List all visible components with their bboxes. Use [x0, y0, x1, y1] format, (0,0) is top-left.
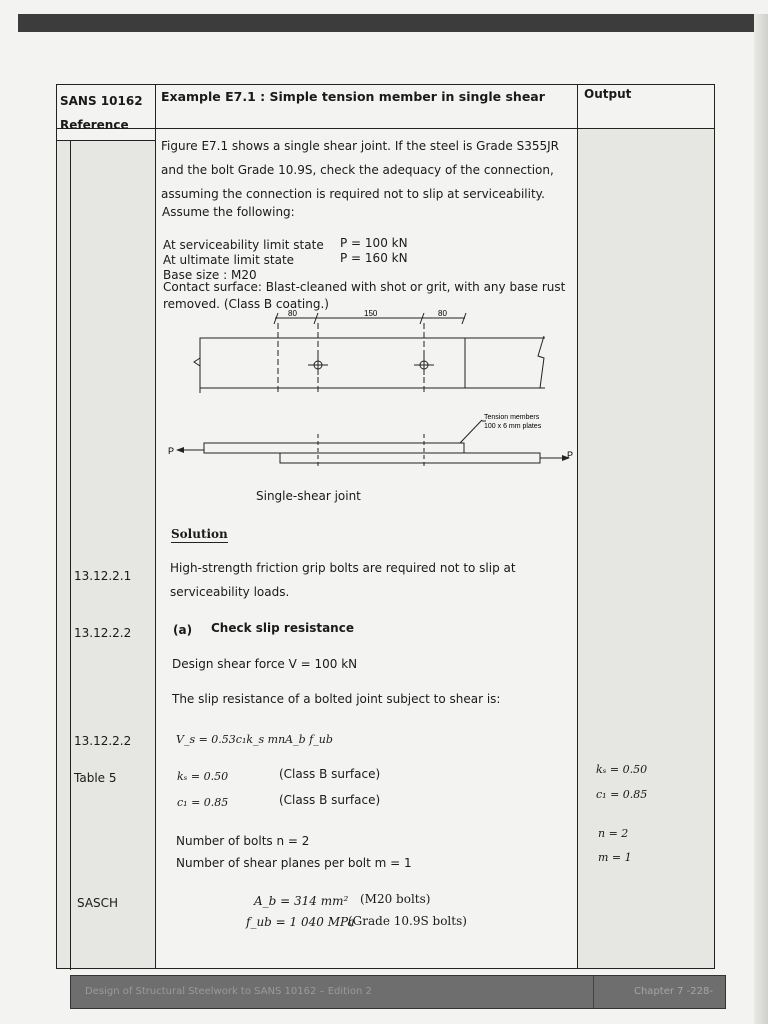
hsfg-statement: High-strength friction grip bolts are required not to slip at serviceability loads. [170, 561, 516, 599]
fub-value: f_ub = 1 040 MPa [246, 915, 355, 929]
sasch-ref: SASCH [77, 896, 119, 910]
scan-top-band [18, 14, 768, 32]
sls-value: P = 100 kN [340, 236, 408, 250]
slip-resistance-formula: V_s = 0.53c₁k_s mnA_b f_ub [176, 733, 333, 746]
contact-surface: Contact surface: Blast-cleaned with shot or grit, with any base rust [163, 280, 566, 294]
clause-ref-13-12-2-1: 13.12.2.1 [74, 569, 132, 583]
step-a-label: (a) [173, 623, 193, 637]
load-p-right: P [567, 450, 574, 460]
dim-pitch: 150 [364, 309, 378, 318]
tension-note-line1: Tension members [484, 414, 540, 421]
intro-paragraph: Figure E7.1 shows a single shear joint. If the steel is Grade S355JR and the bolt Grade 10.9S, check the adequacy of the connection, assuming the connection is required not to slip at serviceability. [161, 139, 559, 201]
solution-heading: Solution [171, 527, 228, 543]
page-footer [70, 975, 726, 1009]
ks-note: (Class B surface) [279, 767, 381, 781]
header-rule-left [56, 140, 156, 141]
table-inner-left-rule [70, 140, 71, 970]
ab-value: A_b = 314 mm² [254, 894, 349, 908]
load-p-left: P [168, 446, 175, 456]
header-rule [56, 128, 715, 129]
base-size: Base size : M20 [163, 268, 257, 282]
output-header: Output [584, 87, 632, 101]
clause-ref-13-12-2-2-formula: 13.12.2.2 [74, 734, 132, 748]
figure-caption: Single-shear joint [256, 489, 361, 503]
single-shear-joint-figure [160, 308, 576, 468]
step-a-title: Check slip resistance [211, 621, 354, 635]
design-shear-force: Design shear force V = 100 kN [172, 657, 358, 671]
output-m: m = 1 [598, 851, 632, 864]
ks-value: kₛ = 0.50 [177, 770, 229, 783]
uls-value: P = 160 kN [340, 251, 408, 265]
assume-line: Assume the following: [162, 205, 295, 219]
number-of-bolts: Number of bolts n = 2 [176, 834, 310, 848]
example-title: Example E7.1 : Simple tension member in single shear [161, 89, 545, 104]
table-5-ref: Table 5 [74, 771, 117, 785]
footer-book-title: Design of Structural Steelwork to SANS 10162 – Edition 2 [85, 986, 372, 997]
footer-page-number: Chapter 7 -228- [633, 986, 713, 997]
output-n: n = 2 [598, 827, 629, 840]
dim-edge-right: 80 [438, 309, 447, 318]
c1-value: c₁ = 0.85 [177, 796, 229, 809]
sls-label: At serviceability limit state [163, 238, 324, 252]
reference-header-line2: Reference [60, 118, 129, 132]
reference-column-rule [155, 84, 156, 969]
shear-planes: Number of shear planes per bolt m = 1 [176, 856, 412, 870]
contact-surface-cont: removed. (Class B coating.) [163, 297, 329, 311]
dim-edge-left: 80 [288, 309, 297, 318]
tension-note-line2: 100 x 6 mm plates [484, 423, 542, 430]
reference-header-line1: SANS 10162 [60, 94, 143, 108]
fub-note: (Grade 10.9S bolts) [348, 914, 467, 928]
output-ks: kₛ = 0.50 [596, 763, 648, 776]
uls-label: At ultimate limit state [163, 253, 295, 267]
slip-resistance-intro: The slip resistance of a bolted joint subject to shear is: [172, 692, 501, 706]
output-column-rule [577, 84, 578, 969]
page-edge [754, 14, 768, 1024]
output-c1: c₁ = 0.85 [596, 788, 648, 801]
clause-ref-13-12-2-2: 13.12.2.2 [74, 626, 132, 640]
footer-divider [593, 976, 594, 1008]
c1-note: (Class B surface) [279, 793, 381, 807]
ab-note: (M20 bolts) [360, 892, 431, 906]
